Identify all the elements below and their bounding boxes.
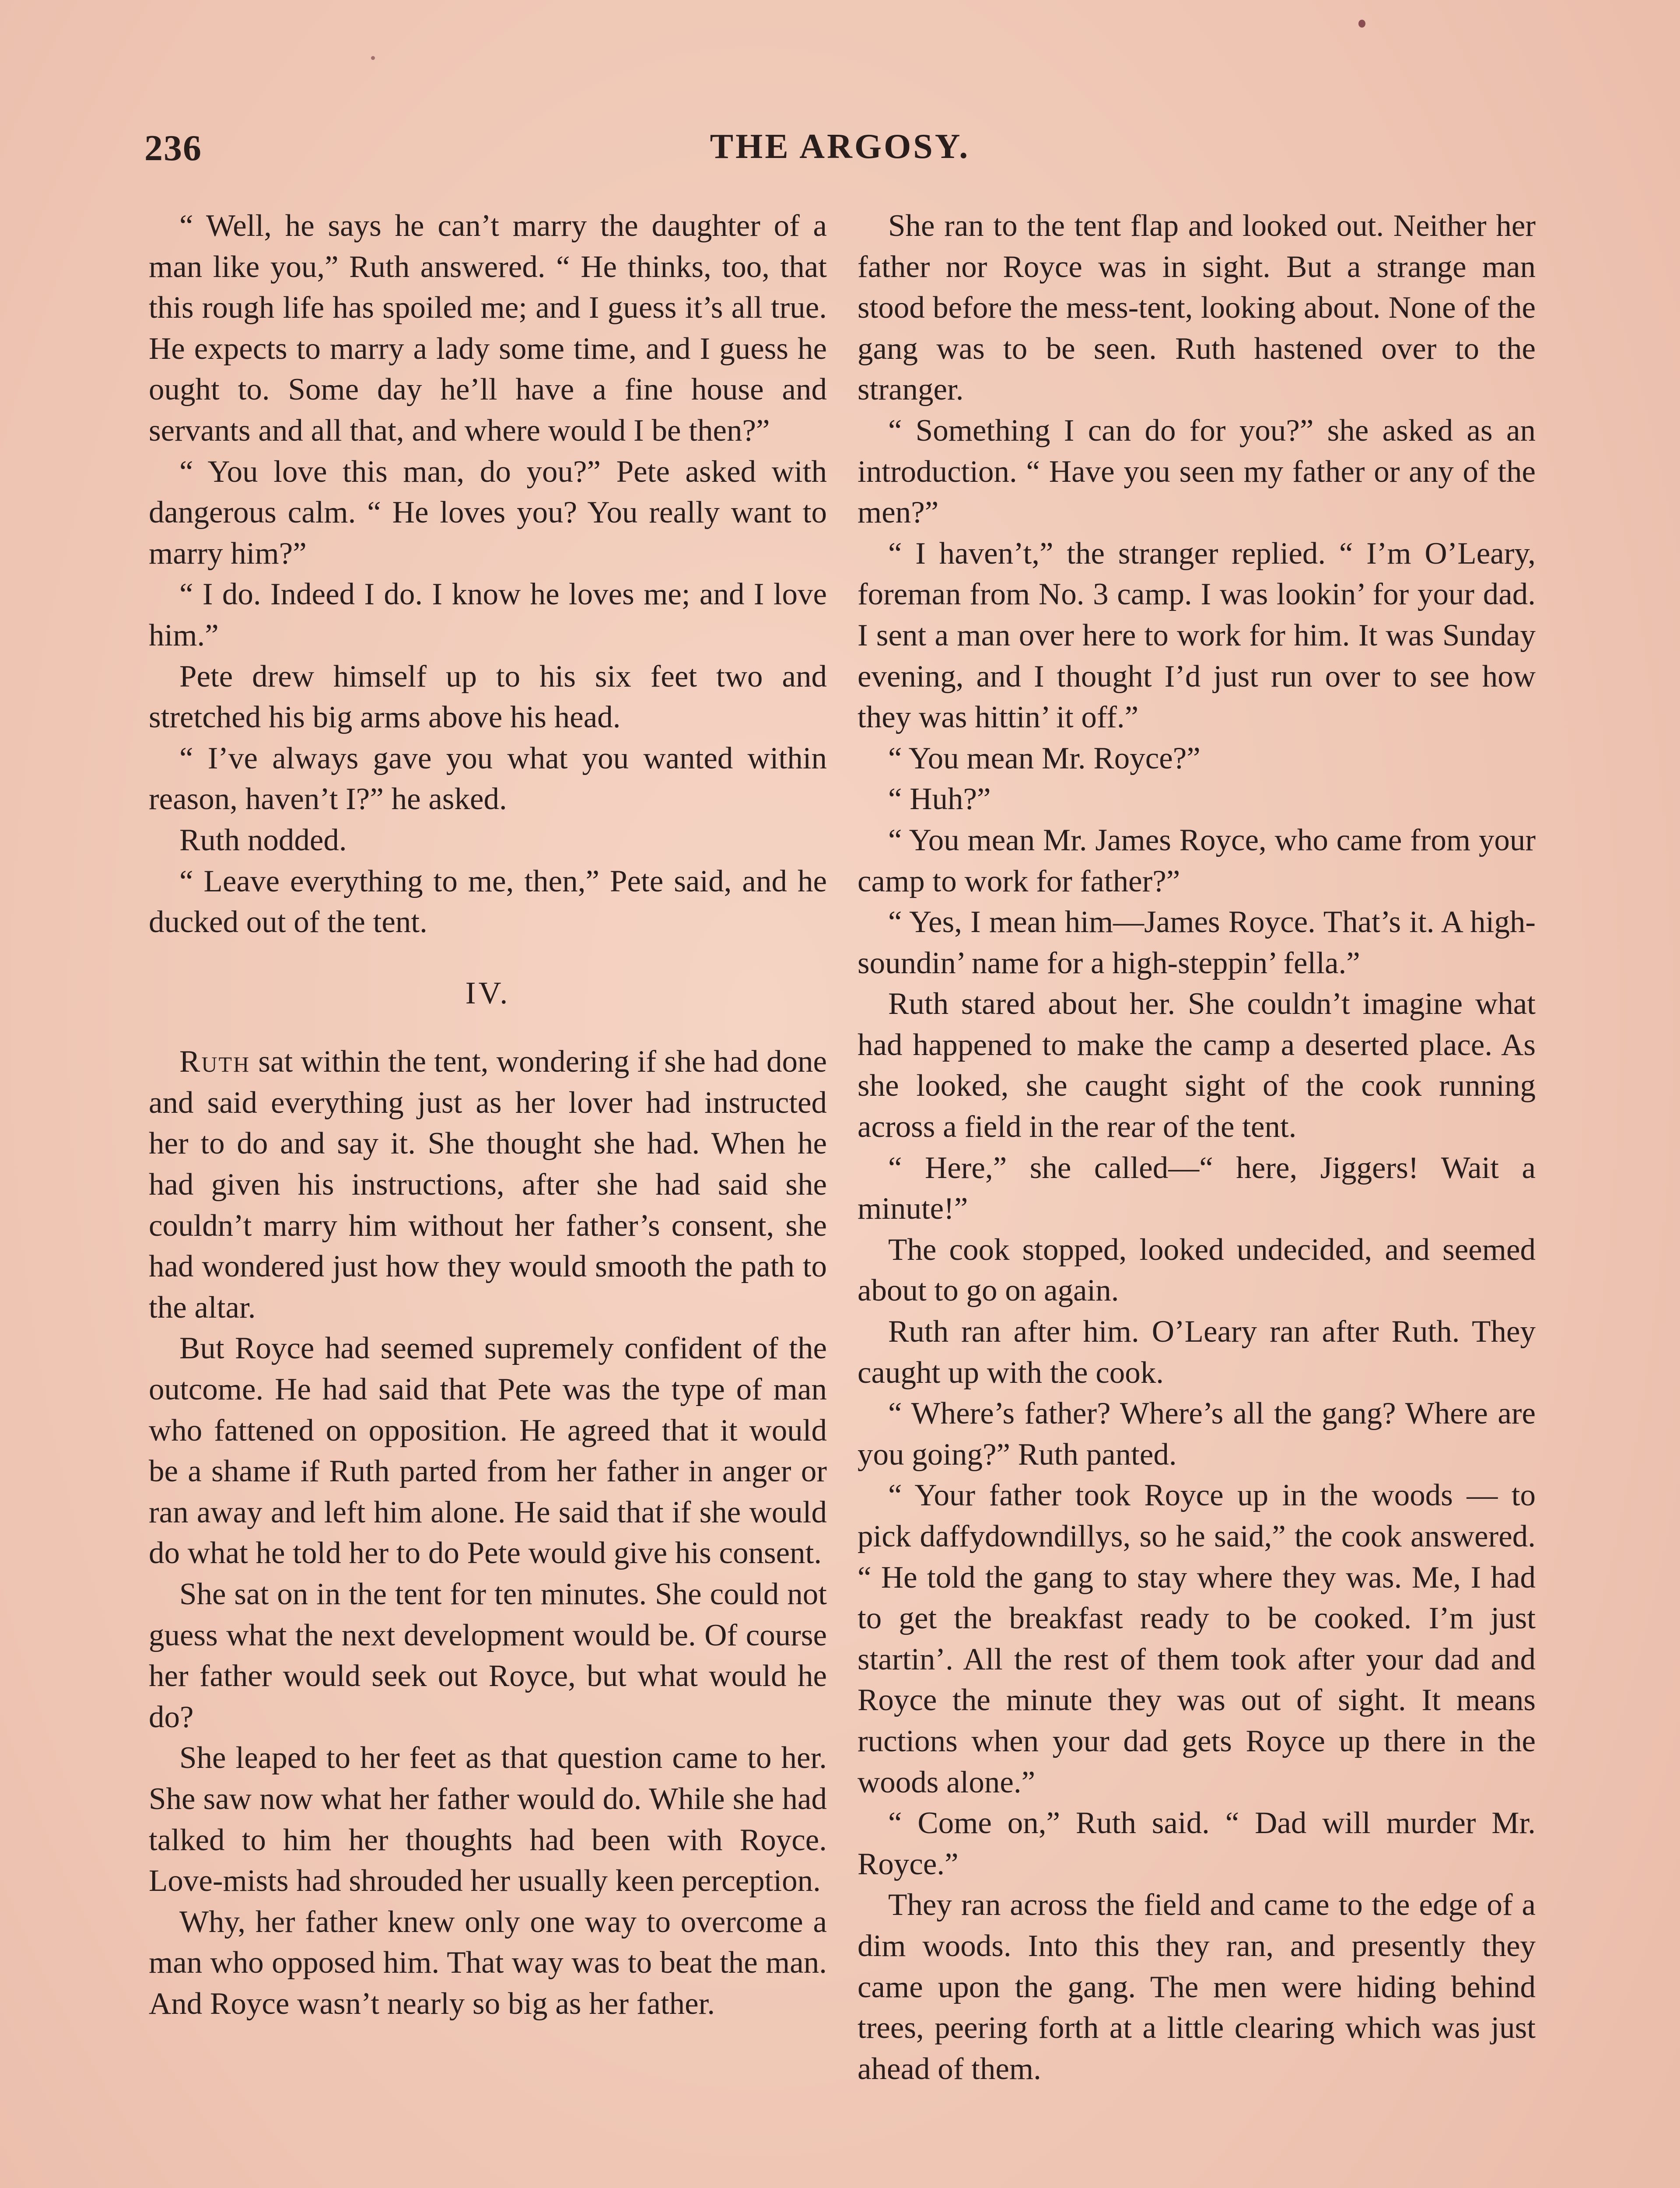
paragraph: “ Where’s father? Where’s all the gang? Where are you going?” Ruth panted. <box>858 1396 1536 1472</box>
paragraph: “ Huh?” <box>888 782 991 817</box>
paragraph: “ Leave everything to me, then,” Pete said, and he ducked out of the tent. <box>149 864 827 940</box>
paragraph: Ruth stared about her. She couldn’t imagine what had happened to make the camp a deserted place. As she looked, she caught sight of the cook running across a field in the rear of the tent. <box>858 987 1536 1144</box>
paragraph: “ Here,” she called—“ here, Jiggers! Wait a minute!” <box>858 1150 1536 1226</box>
ink-speck <box>371 56 375 60</box>
paragraph: She ran to the tent flap and looked out. Neither her father nor Royce was in sight. But a strange man stood before the mess-tent, looking about. None of the gang was to be seen. Ruth hastened over to the stranger. <box>858 209 1536 407</box>
paragraph: “ You mean Mr. Royce?” <box>888 741 1200 775</box>
paragraph: “ Yes, I mean him—James Royce. That’s it. A high-soundin’ name for a high-steppin’ fella.” <box>858 905 1536 980</box>
paragraph: “ Something I can do for you?” she asked as an introduction. “ Have you seen my father or any of the men?” <box>858 413 1536 530</box>
paragraph: “ I do. Indeed I do. I know he loves me; and I love him.” <box>149 577 827 652</box>
paragraph: She sat on in the tent for ten minutes. She could not guess what the next development would be. Of course her father would seek out Royce, but what would he do? <box>149 1577 827 1734</box>
running-head: THE ARGOSY. <box>710 127 970 166</box>
paragraph: “ I haven’t,” the stranger replied. “ I’m O’Leary, foreman from No. 3 camp. I was lookin’ for your dad. I sent a man over here to work for him. It was Sunday evening, and I thought I’d just run over to see how they was hittin’ it off.” <box>858 536 1536 735</box>
paragraph: “ You love this man, do you?” Pete asked with dangerous calm. “ He loves you? You really want to marry him?” <box>149 454 827 571</box>
paragraph: “ You mean Mr. James Royce, who came from your camp to work for father?” <box>858 823 1536 898</box>
paragraph: They ran across the field and came to the edge of a dim woods. Into this they ran, and presently they came upon the gang. The men were hiding behind trees, peering forth at a little clearing which was just ahead of them. <box>858 1888 1536 2086</box>
paragraph: But Royce had seemed supremely confident of the outcome. He had said that Pete was the type of man who fattened on opposition. He agreed that it would be a shame if Ruth parted from her father in anger or ran away and left him alone. He said that if she would do what he told her to do Pete would give his consent. <box>149 1331 827 1571</box>
page-header <box>144 127 1536 184</box>
page-number: 236 <box>144 128 202 168</box>
paragraph: Ruth ran after him. O’Leary ran after Ruth. They caught up with the cook. <box>858 1315 1536 1390</box>
section-heading: IV. <box>465 975 511 1010</box>
paragraph: She leaped to her feet as that question came to her. She saw now what her father would do. While she had talked to him her thoughts had been with Royce. Love-mists had shrouded her usually keen perception. <box>149 1741 827 1898</box>
small-caps-lead-word: Ruth <box>179 1045 251 1079</box>
right-column <box>858 206 1536 2090</box>
paragraph: “ Come on,” Ruth said. “ Dad will murder Mr. Royce.” <box>858 1806 1536 1881</box>
paragraph: Pete drew himself up to his six feet two and stretched his big arms above his head. <box>149 659 827 735</box>
paragraph: “ Well, he says he can’t marry the daughter of a man like you,” Ruth answered. “ He thinks, too, that this rough life has spoiled me; and I guess it’s all true. He expects to marry a lady some time, and I guess he ought to. Some day he’ll have a fine house and servants and all that, and where would I be then?” <box>149 209 827 448</box>
left-column <box>149 206 827 2025</box>
paragraph: “ Your father took Royce up in the woods — to pick daffydowndillys, so he said,” the cook answered. “ He told the gang to stay where they was. Me, I had to get the breakfast ready to be cooked. I’m just startin’. All the rest of them took after your dad and Royce the minute they was out of sight. It means ructions when your dad gets Royce up there in the woods alone.” <box>858 1478 1536 1799</box>
paragraph: The cook stopped, looked undecided, and seemed about to go on again. <box>858 1232 1536 1308</box>
ink-speck <box>1358 20 1365 28</box>
opening-paragraph-text: sat within the tent, wondering if she had done and said everything just as her lover had instructed her to do and say it. She thought she had. When he had given his instructions, after she had said she couldn’t marry him without her father’s consent, she had wondered just how they would smooth the path to the altar. <box>149 1045 827 1325</box>
paragraph: Ruth nodded. <box>179 823 347 857</box>
paragraph: Why, her father knew only one way to overcome a man who opposed him. That way was to beat the man. And Royce wasn’t nearly so big as her father. <box>149 1904 827 2021</box>
paragraph: “ I’ve always gave you what you wanted within reason, haven’t I?” he asked. <box>149 741 827 817</box>
section-opening-paragraph <box>149 1041 827 1328</box>
